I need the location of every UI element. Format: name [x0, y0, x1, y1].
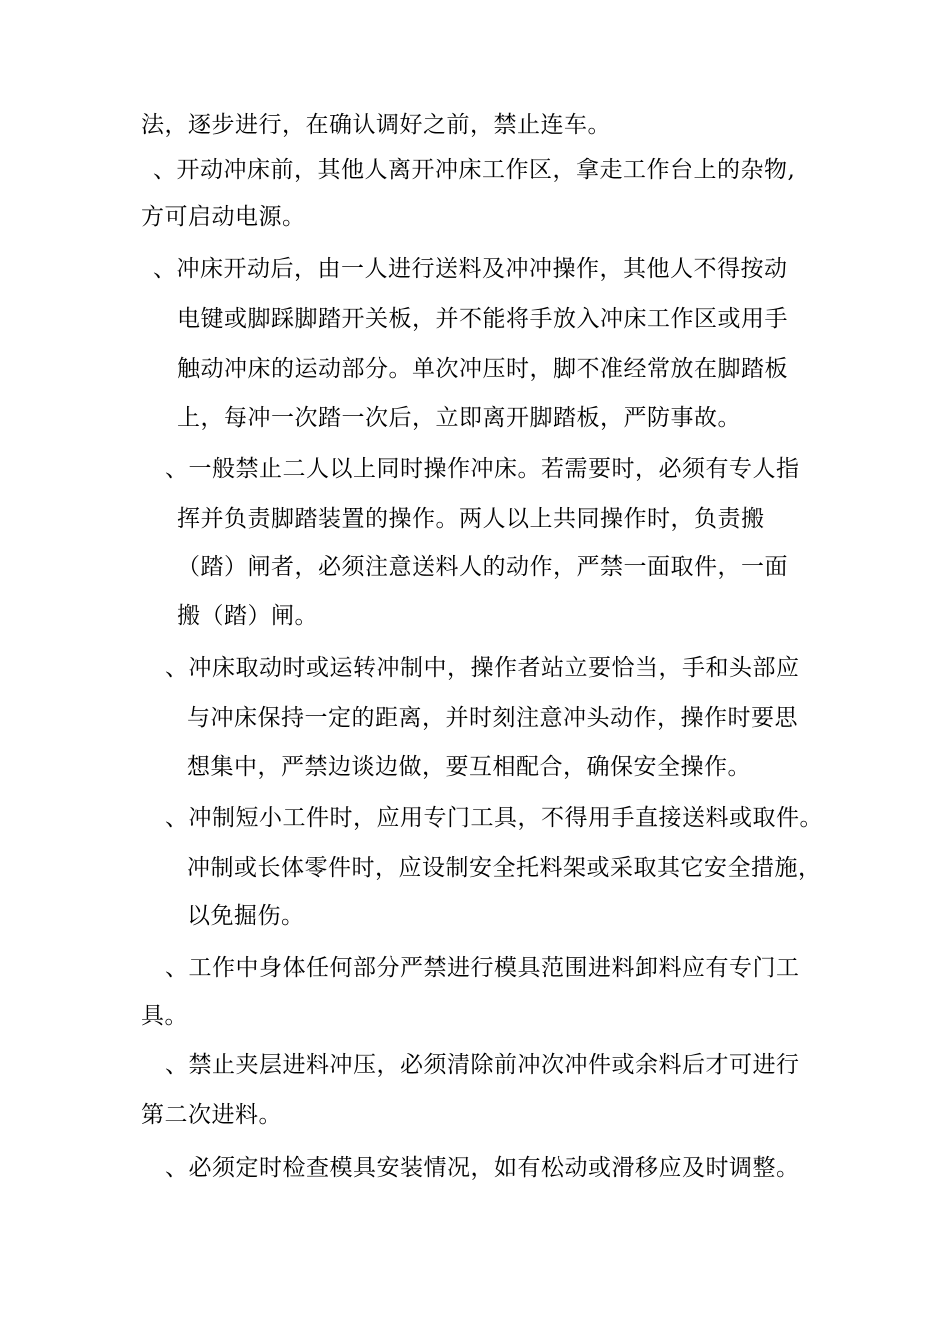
text-line: 挥并负责脚踏装置的操作。两人以上共同操作时，负责搬: [177, 506, 765, 532]
text-line: 电键或脚踩脚踏开关板，并不能将手放入冲床工作区或用手: [177, 306, 788, 332]
text-line: 冲制或长体零件时，应设制安全托料架或采取其它安全措施，: [187, 855, 822, 881]
text-line: （踏）闸者，必须注意送料人的动作，严禁一面取件，一面: [177, 554, 788, 580]
text-line: 具。: [141, 1003, 188, 1029]
text-line: 触动冲床的运动部分。单次冲压时，脚不准经常放在脚踏板: [177, 356, 788, 382]
text-line: 与冲床保持一定的距离，并时刻注意冲头动作，操作时要思: [187, 705, 798, 731]
text-line: 、冲床开动后，由一人进行送料及冲冲操作，其他人不得按动: [153, 256, 788, 282]
text-line: 法，逐步进行，在确认调好之前，禁止连车。: [141, 112, 611, 138]
text-line: 搬（踏）闸。: [177, 603, 318, 629]
text-line: 、一般禁止二人以上同时操作冲床。若需要时，必须有专人指: [165, 456, 800, 482]
text-line: 以免掘伤。: [187, 903, 305, 929]
text-line: 、禁止夹层进料冲压，必须清除前冲次冲件或余料后才可进行: [165, 1052, 800, 1078]
text-line: 方可启动电源。: [141, 204, 306, 230]
text-line: 想集中，严禁边谈边做，要互相配合，确保安全操作。: [187, 754, 751, 780]
text-line: 、冲制短小工件时，应用专门工具，不得用手直接送料或取件。: [165, 805, 823, 831]
text-line: 第二次进料。: [141, 1102, 282, 1128]
text-line: 、必须定时检查模具安装情况，如有松动或滑移应及时调整。: [165, 1155, 800, 1181]
text-line: 上，每冲一次踏一次后，立即离开脚踏板，严防事故。: [177, 405, 741, 431]
text-line: 、开动冲床前，其他人离开冲床工作区，拿走工作台上的杂物,: [153, 157, 796, 183]
text-line: 、工作中身体任何部分严禁进行模具范围进料卸料应有专门工: [165, 955, 800, 981]
text-line: 、冲床取动时或运转冲制中，操作者站立要恰当，手和头部应: [165, 655, 800, 681]
